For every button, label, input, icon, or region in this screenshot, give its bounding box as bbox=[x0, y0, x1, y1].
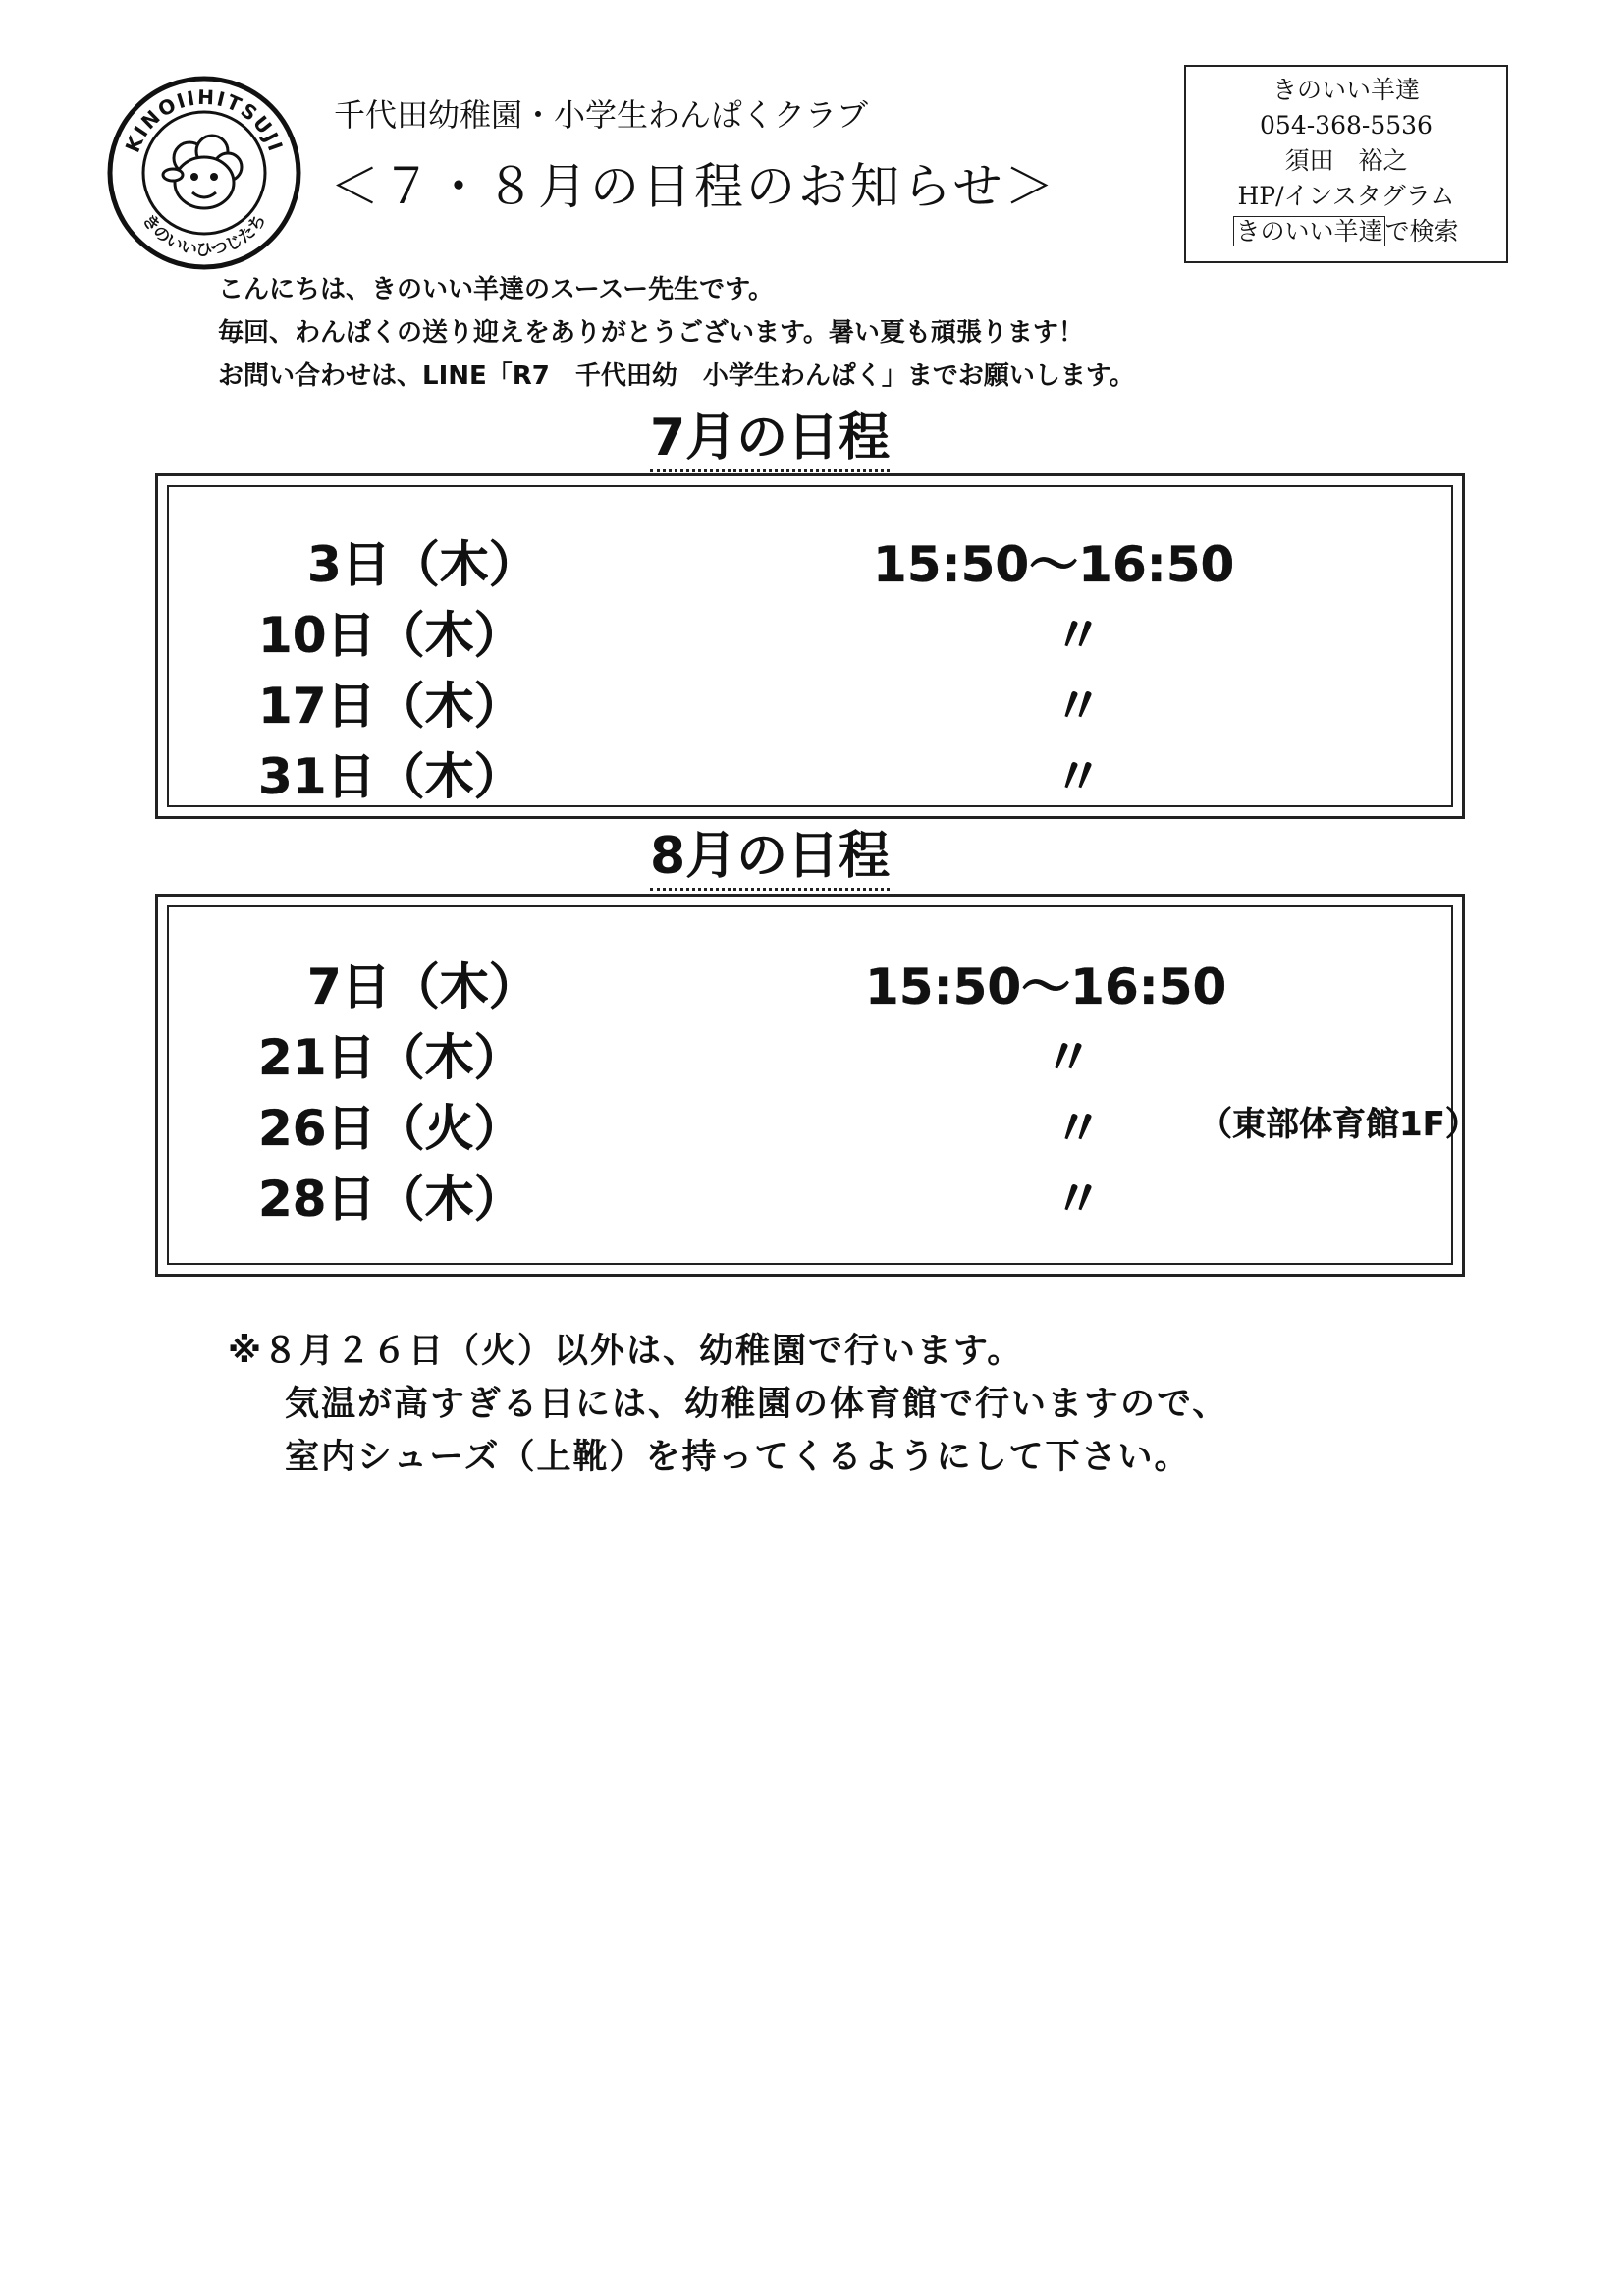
schedule-date: 7日（木） bbox=[307, 958, 538, 1015]
contact-box bbox=[1184, 65, 1508, 263]
schedule-time: 15:50～16:50 bbox=[865, 958, 1227, 1015]
schedule-ditto: 〃 bbox=[1054, 748, 1103, 805]
intro-line-1: こんにちは、きのいい羊達のスースー先生です。 bbox=[218, 275, 775, 304]
july-schedule-box bbox=[155, 473, 1465, 819]
schedule-ditto: 〃 bbox=[1054, 678, 1103, 735]
contact-name: きのいい羊達 bbox=[1272, 76, 1420, 104]
note-line-3: 室内シューズ（上靴）を持ってくるようにして下さい。 bbox=[285, 1438, 1191, 1477]
note-line-2: 気温が高すぎる日には、幼稚園の体育館で行いますので、 bbox=[285, 1385, 1229, 1424]
schedule-date: 17日（木） bbox=[258, 678, 523, 735]
schedule-date: 10日（木） bbox=[258, 607, 523, 664]
page-title: ＜７・８月の日程のお知らせ＞ bbox=[330, 158, 1057, 215]
intro-line-2: 毎回、わんぱくの送り迎えをありがとうございます。暑い夏も頑張ります！ bbox=[218, 318, 1084, 348]
august-schedule-box bbox=[155, 894, 1479, 1277]
schedule-ditto: 〃 bbox=[1054, 1100, 1103, 1157]
schedule-date: 21日（木） bbox=[258, 1029, 523, 1086]
club-name: 千代田幼稚園・小学生わんぱくクラブ bbox=[334, 96, 869, 134]
search-keyword: きのいい羊達 bbox=[1235, 217, 1383, 246]
august-title: 8月の日程 bbox=[650, 827, 890, 891]
schedule-time: 15:50～16:50 bbox=[873, 536, 1235, 593]
schedule-date: 26日（火） bbox=[258, 1100, 523, 1157]
schedule-date: 28日（木） bbox=[258, 1171, 523, 1228]
contact-search bbox=[1186, 214, 1506, 249]
search-suffix: で検索 bbox=[1384, 217, 1459, 246]
contact-phone: 054-368-5536 bbox=[1260, 111, 1433, 139]
note-line-1: ※８月２６日（火）以外は、幼稚園で行います。 bbox=[228, 1332, 1024, 1371]
schedule-date: 31日（木） bbox=[258, 748, 523, 805]
logo-top-text: KINOIIHITSUJI bbox=[120, 84, 289, 156]
venue-note: （東部体育館1F） bbox=[1199, 1105, 1479, 1144]
logo-bottom-text: きのいいひつじたち bbox=[137, 210, 271, 260]
schedule-ditto: 〃 bbox=[1054, 607, 1103, 664]
july-title: 7月の日程 bbox=[650, 409, 890, 472]
contact-person: 須田 裕之 bbox=[1284, 146, 1408, 175]
schedule-ditto: 〃 bbox=[1044, 1029, 1093, 1086]
sheep-icon bbox=[163, 136, 242, 208]
schedule-date: 3日（木） bbox=[307, 536, 538, 593]
sheep-logo bbox=[106, 75, 302, 271]
intro-line-3: お問い合わせは、LINE「R7 千代田幼 小学生わんぱく」までお願いします。 bbox=[218, 361, 1135, 391]
schedule-ditto: 〃 bbox=[1054, 1171, 1103, 1228]
contact-sns: HP/インスタグラム bbox=[1237, 182, 1455, 210]
